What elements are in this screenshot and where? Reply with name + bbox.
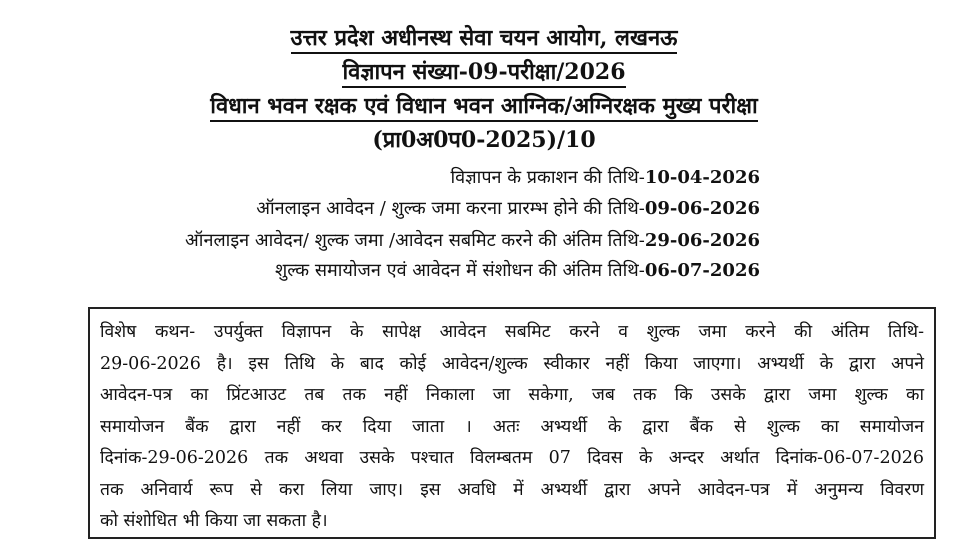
exam-name: विधान भवन रक्षक एवं विधान भवन आग्निक/अग्निरक्षक मुख्य परीक्षा: [0, 92, 968, 120]
advertisement-number: विज्ञापन संख्या-09-परीक्षा/2026: [0, 58, 968, 86]
notice-line: आवेदन-पत्र का प्रिंटआउट तब तक नहीं निकाला जा सकेगा, जब तक कि उसके द्वारा जमा शुल्क का: [100, 385, 924, 405]
exam-code: (प्रा0अ0प0-2025)/10: [372, 127, 596, 153]
notice-line: 29-06-2026 है। इस तिथि के बाद कोई आवेदन/शुल्क स्वीकार नहीं किया जाएगा। अभ्यर्थी के द्वारा अपने: [100, 353, 924, 374]
date-line-start: ऑनलाइन आवेदन / शुल्क जमा करना प्रारम्भ होने की तिथि-09-06-2026: [256, 198, 760, 219]
notice-line: विशेष कथन- उपर्युक्त विज्ञापन के सापेक्ष आवेदन सबमिट करने व शुल्क जमा करने की अंतिम तिथि-: [100, 322, 924, 342]
notice-line: को संशोधित भी किया जा सकता है।: [100, 511, 328, 531]
notice-line: दिनांक-29-06-2026 तक अथवा उसके पश्चात विलम्बतम 07 दिवस के अन्दर अर्थात दिनांक-06-07-2026: [100, 448, 924, 468]
notice-line: समायोजन बैंक द्वारा नहीं कर दिया जाता । अतः अभ्यर्थी के द्वारा बैंक से शुल्क का समायोजन: [100, 416, 924, 437]
organization-title: उत्तर प्रदेश अधीनस्थ सेवा चयन आयोग, लखनऊ: [0, 24, 968, 52]
special-notice-box: [88, 307, 936, 539]
date-line-publication: विज्ञापन के प्रकाशन की तिथि-10-04-2026: [450, 167, 760, 188]
date-line-last-submit: ऑनलाइन आवेदन/ शुल्क जमा /आवेदन सबमिट करने की अंतिम तिथि-29-06-2026: [185, 230, 760, 251]
date-line-fee-correction: शुल्क समायोजन एवं आवेदन में संशोधन की अंतिम तिथि-06-07-2026: [274, 260, 760, 281]
notice-line: तक अनिवार्य रूप से करा लिया जाए। इस अवधि में अभ्यर्थी द्वारा अपने आवेदन-पत्र में अनुमन्य विवरण: [100, 479, 924, 500]
